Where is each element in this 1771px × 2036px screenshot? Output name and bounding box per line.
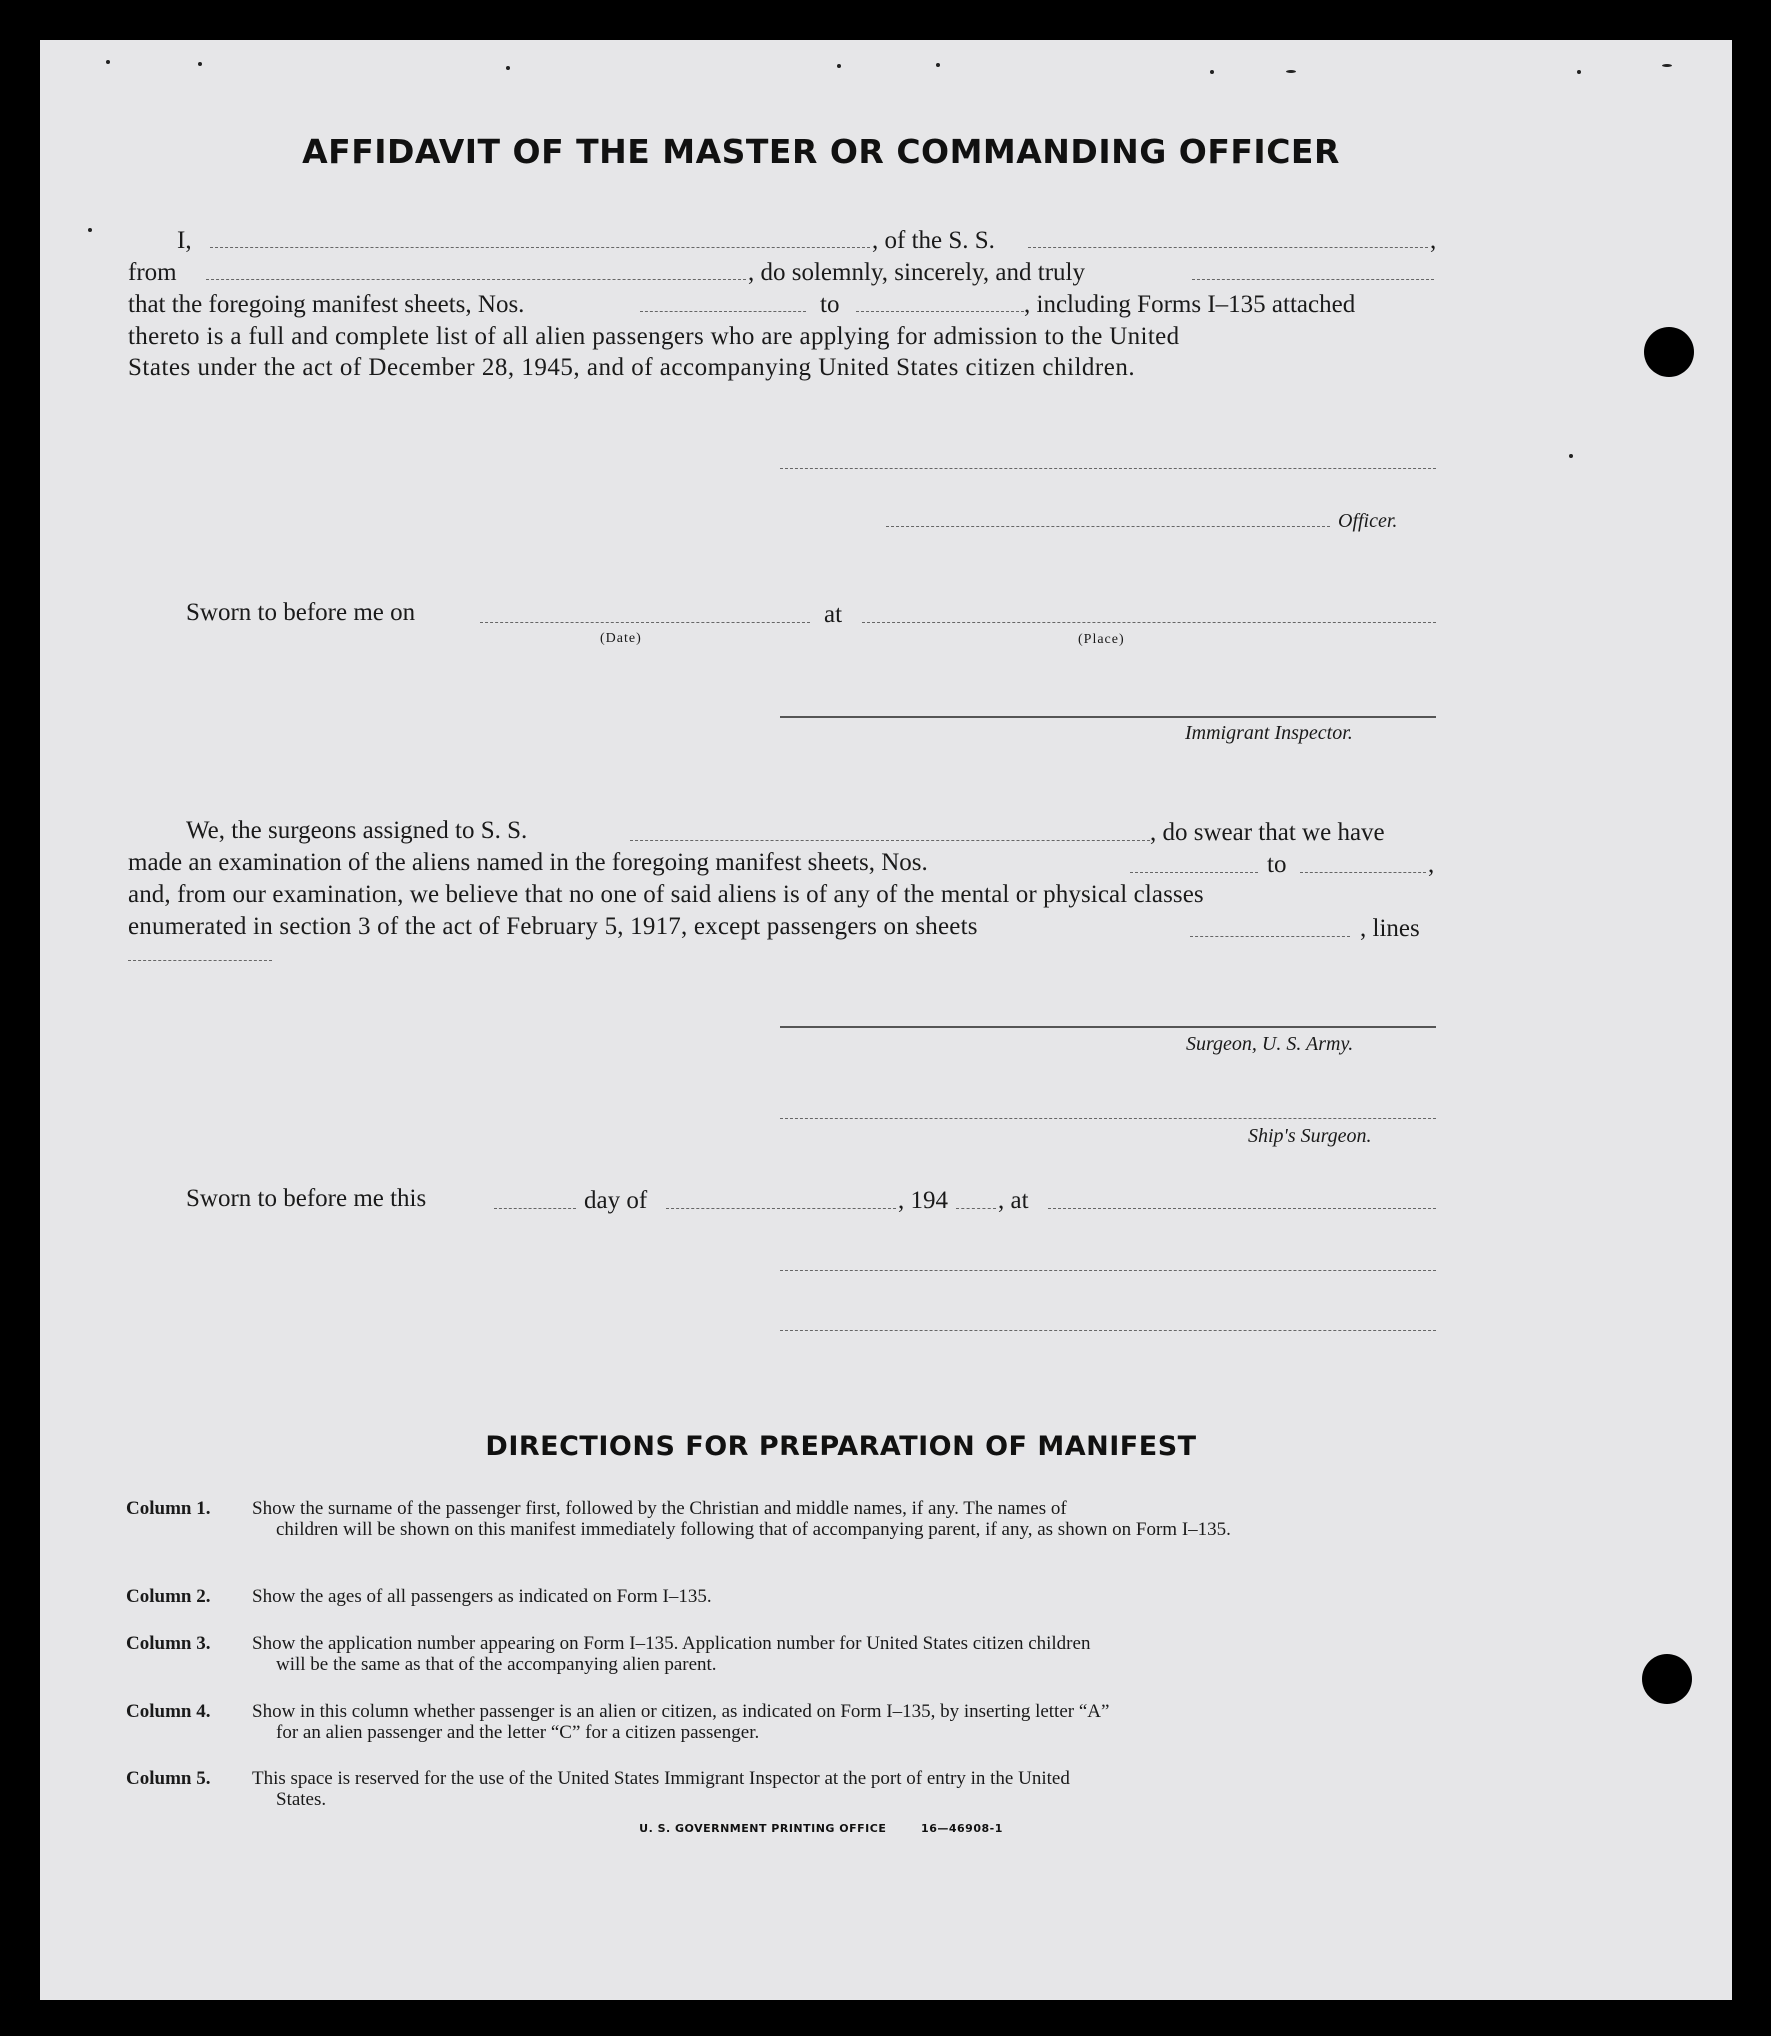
- departure-port-field[interactable]: [206, 279, 746, 280]
- surgeons-line2-b: to: [1267, 851, 1287, 878]
- printer-footer: [40, 1822, 1602, 1835]
- printer-name: U. S. GOVERNMENT PRINTING OFFICE: [639, 1822, 887, 1835]
- speck: [837, 64, 841, 68]
- sworn2-year-field[interactable]: [956, 1208, 996, 1209]
- sworn-date-field[interactable]: [480, 622, 810, 623]
- direction-item-column-1: [126, 1498, 1476, 1540]
- officer-title-line[interactable]: [886, 526, 1330, 527]
- affidavit-title: AFFIDAVIT OF THE MASTER OR COMMANDING OFFICER: [302, 132, 1340, 171]
- ship-name-field[interactable]: [1028, 247, 1428, 248]
- surgeons-line2-a: made an examination of the aliens named in the foregoing manifest sheets, Nos.: [128, 849, 928, 876]
- date-caption: (Date): [600, 631, 642, 646]
- directions-title: DIRECTIONS FOR PREPARATION OF MANIFEST: [485, 1431, 1197, 1462]
- affidavit-line3-c: , including Forms I–135 attached: [1024, 291, 1356, 318]
- direction-item-column-2: [126, 1586, 1476, 1607]
- speck: [1210, 70, 1214, 74]
- direction-label: Column 3.: [126, 1633, 211, 1654]
- sworn2-label: Sworn to before me this: [186, 1185, 427, 1212]
- place-caption: (Place): [1078, 632, 1125, 647]
- sworn2-month-field[interactable]: [666, 1208, 896, 1209]
- direction-item-column-5: [126, 1768, 1476, 1810]
- inspector-signature-line[interactable]: [780, 716, 1436, 718]
- direction-label: Column 5.: [126, 1768, 211, 1789]
- surgeons-ship-field[interactable]: [630, 840, 1150, 841]
- speck: [88, 228, 92, 232]
- surgeons-line1-b: , do swear that we have: [1150, 819, 1385, 846]
- except-sheets-field[interactable]: [1190, 936, 1350, 937]
- sworn2-at: , at: [998, 1187, 1029, 1214]
- surgeons-sheet-from-field[interactable]: [1130, 872, 1258, 873]
- direction-rest: for an alien passenger and the letter “C” for a citizen passenger.: [276, 1722, 760, 1743]
- officer-signature-line[interactable]: [780, 468, 1436, 469]
- affidavit-line5: States under the act of December 28, 1945, and of accompanying United States citizen children.: [128, 354, 1136, 381]
- direction-item-column-3: [126, 1633, 1476, 1675]
- sheet-to-field[interactable]: [856, 311, 1024, 312]
- speck: [198, 62, 202, 66]
- surgeons-line4-b: , lines: [1360, 915, 1420, 942]
- direction-rest: children will be shown on this manifest immediately following that of accompanying parent, if any, as shown on Form I–135.: [276, 1519, 1231, 1540]
- army-surgeon-caption: Surgeon, U. S. Army.: [1186, 1033, 1354, 1055]
- form-sheet: [40, 40, 1732, 2000]
- sworn-place-field[interactable]: [862, 622, 1436, 623]
- affidavit-line2-a: from: [128, 259, 177, 286]
- sworn-label: Sworn to before me on: [186, 599, 416, 626]
- speck: [1286, 70, 1296, 73]
- surgeons-line4-a: enumerated in section 3 of the act of February 5, 1917, except passengers on sheets: [128, 913, 978, 940]
- direction-first-line: Show the application number appearing on Form I–135. Application number for United States citizen children: [252, 1633, 1091, 1654]
- direction-label: Column 2.: [126, 1586, 211, 1607]
- except-lines-field[interactable]: [128, 960, 272, 961]
- sworn2-day-field[interactable]: [494, 1208, 576, 1209]
- surgeons-line2-c: ,: [1428, 851, 1435, 878]
- inspector-caption: Immigrant Inspector.: [1185, 722, 1353, 744]
- surgeons-sheet-to-field[interactable]: [1300, 872, 1426, 873]
- ship-surgeon-signature-line[interactable]: [780, 1118, 1436, 1119]
- speck: [1569, 454, 1573, 458]
- direction-first-line: Show in this column whether passenger is an alien or citizen, as indicated on Form I–135, by inserting letter “A”: [252, 1701, 1110, 1722]
- speck: [506, 66, 510, 70]
- affidavit-line1-b: , of the S. S.: [872, 227, 995, 254]
- sheet-from-field[interactable]: [640, 311, 806, 312]
- sworn2-title-line[interactable]: [780, 1330, 1436, 1331]
- army-surgeon-signature-line[interactable]: [780, 1026, 1436, 1028]
- sworn2-signature-line[interactable]: [780, 1270, 1436, 1271]
- direction-item-column-4: [126, 1701, 1476, 1743]
- punch-hole: [1642, 1654, 1692, 1704]
- direction-first-line: This space is reserved for the use of the United States Immigrant Inspector at the port of entry in the United: [252, 1768, 1070, 1789]
- speck: [1662, 64, 1672, 67]
- direction-rest: States.: [276, 1789, 327, 1810]
- direction-label: Column 1.: [126, 1498, 211, 1519]
- surgeons-line3: and, from our examination, we believe that no one of said aliens is of any of the mental or physical classes: [128, 881, 1204, 908]
- sworn2-day-of: day of: [584, 1187, 648, 1214]
- direction-label: Column 4.: [126, 1701, 211, 1722]
- direction-rest: will be the same as that of the accompanying alien parent.: [276, 1654, 717, 1675]
- affidavit-line2-b: , do solemnly, sincerely, and truly: [748, 259, 1085, 286]
- oath-field[interactable]: [1192, 279, 1434, 280]
- speck: [106, 60, 110, 64]
- affidavit-line4: thereto is a full and complete list of all alien passengers who are applying for admission to the United: [128, 323, 1180, 350]
- speck: [1577, 70, 1581, 74]
- sworn2-year-prefix: , 194: [898, 1187, 948, 1214]
- surgeons-line1-a: We, the surgeons assigned to S. S.: [186, 817, 528, 844]
- master-name-field[interactable]: [210, 247, 870, 248]
- ship-surgeon-caption: Ship's Surgeon.: [1248, 1125, 1372, 1147]
- sworn2-place-field[interactable]: [1048, 1208, 1436, 1209]
- direction-first-line: Show the ages of all passengers as indicated on Form I–135.: [252, 1586, 712, 1607]
- form-code: 16—46908-1: [921, 1822, 1003, 1835]
- affidavit-line3-b: to: [820, 291, 840, 318]
- affidavit-line1-a: I,: [177, 227, 192, 254]
- officer-caption: Officer.: [1338, 510, 1398, 532]
- speck: [936, 63, 940, 67]
- affidavit-line3-a: that the foregoing manifest sheets, Nos.: [128, 291, 525, 318]
- sworn-at-label: at: [824, 601, 843, 628]
- affidavit-line1-c: ,: [1430, 227, 1437, 254]
- direction-first-line: Show the surname of the passenger first, followed by the Christian and middle names, if any. The names of: [252, 1498, 1067, 1519]
- punch-hole: [1644, 327, 1694, 377]
